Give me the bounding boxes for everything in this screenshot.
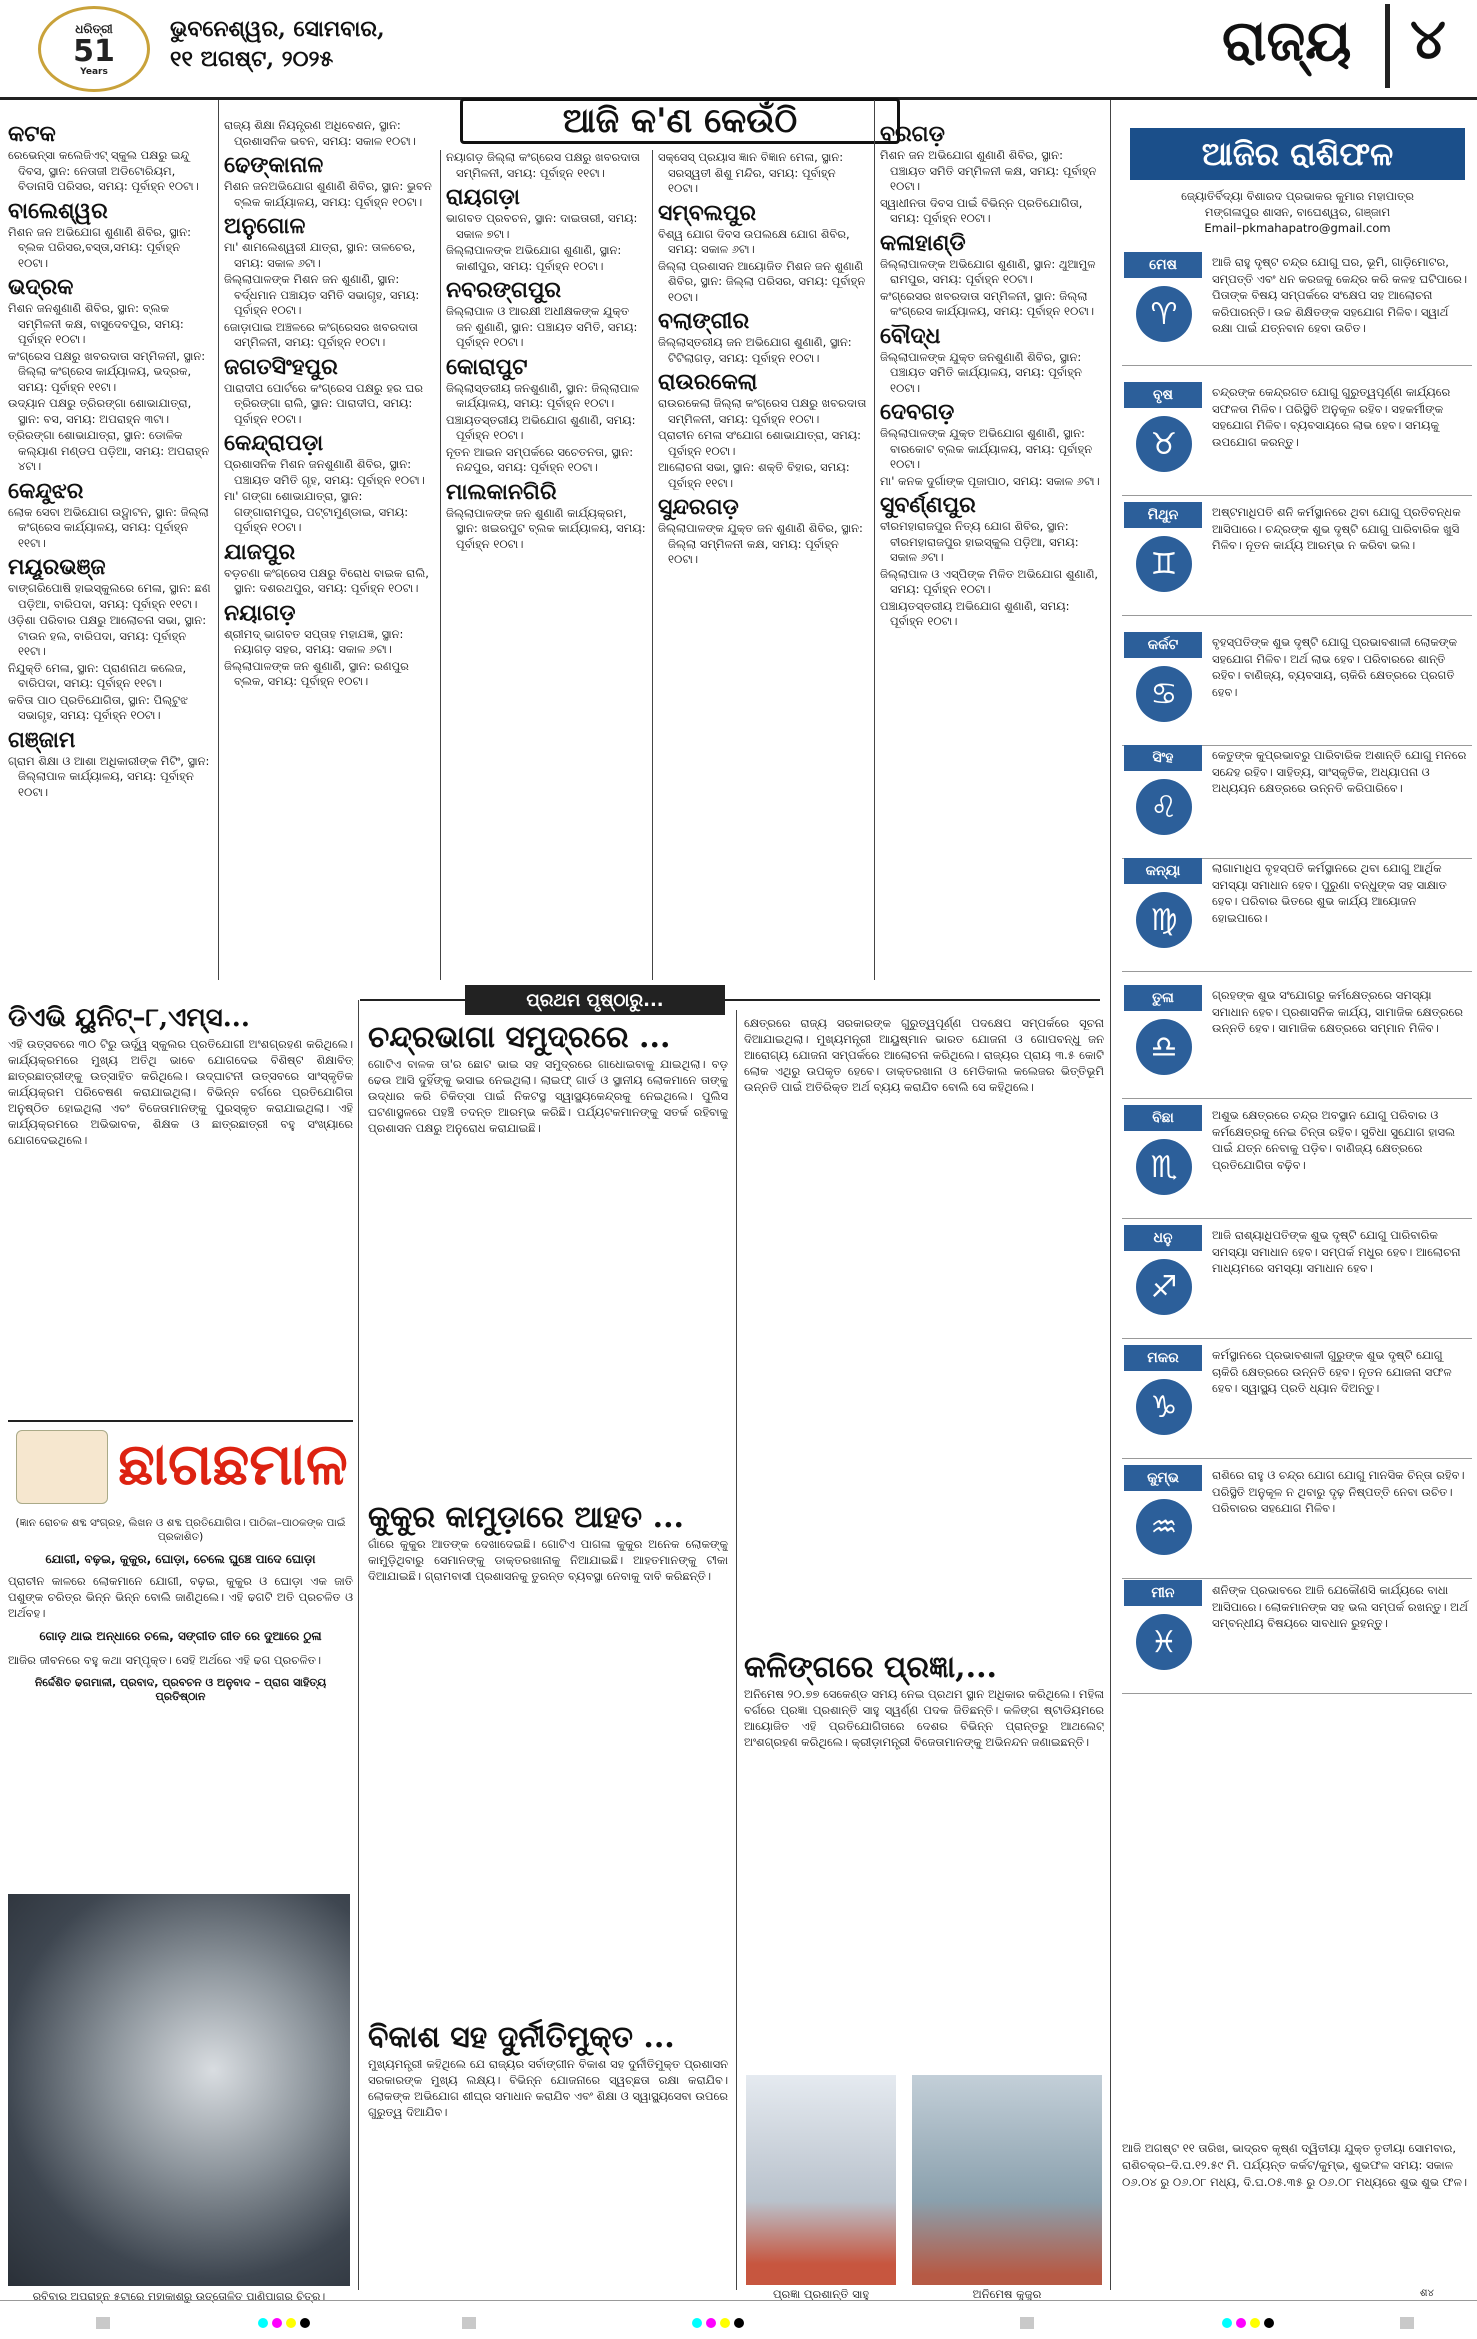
horoscope-sign <box>1122 632 1472 740</box>
event-item: ମିଶନ ଜନ ଅଭିଯୋଗ ଶୁଣାଣି ଶିବିର, ସ୍ଥାନ: ପଞ୍ଚାୟତ ସମିତି ସମ୍ମିଳନୀ କକ୍ଷ, ସମୟ: ପୂର୍ବାହ୍ନ ୧୦ଟା। <box>880 148 1097 193</box>
event-item: ଆଲୋଚନା ସଭା, ସ୍ଥାନ: ଶକ୍ତି ବିହାର, ସମୟ: ପୂର୍ବାହ୍ନ ୧୧ଟା। <box>658 460 850 490</box>
anniversary-badge <box>38 6 150 92</box>
event-item: ଜିଲ୍ଲାପାଳଙ୍କ ଯୁକ୍ତ ଜନଶୁଣାଣି ଶିବିର, ସ୍ଥାନ: ପଞ୍ଚାୟତ ସମିତି କାର୍ଯ୍ୟାଳୟ, ସମୟ: ପୂର୍ବାହ୍ନ ୧୦ଟା। <box>880 349 1082 395</box>
horoscope-sign <box>1122 1580 1472 1688</box>
sign-label: ମୀନ <box>1124 1580 1202 1606</box>
cmyk-yellow-dot <box>286 2318 296 2328</box>
dateline-date: ୧୧ ଅଗଷ୍ଟ, ୨୦୨୫ <box>170 46 334 72</box>
cmyk-magenta-dot <box>272 2318 282 2328</box>
panchang-text: ଆଜି ଅଗଷ୍ଟ ୧୧ ତାରିଖ, ଭାଦ୍ରବ କୃଷ୍ଣ ଦ୍ୱିତୀୟା ଯୁକ୍ତ ତୃତୀୟା ସୋମବାର, ରାଶିଚକ୍ର–ଦି.ଘ.୧୨.୫୯ ମି. ପର୍ଯ୍ୟନ୍ତ କର୍କଟ/କୁମ୍ଭ, ଶୁଭଫଳ ସମୟ: ସକାଳ ୦୬.୦୪ ରୁ ୦୬.୦୮ ମଧ୍ୟ, ଦି.ଘ.୦୫.୩୫ ରୁ ୦୬.୦୮ ମଧ୍ୟରେ ଶୁଭ ଶୁଭ ଫଳ। <box>1122 2141 1468 2189</box>
sign-label: ବିଛା <box>1124 1105 1202 1131</box>
event-item: ନୟାଗଡ଼ ଜିଲ୍ଲା କଂଗ୍ରେସ ପକ୍ଷରୁ ଖବରଦାତା ସମ୍ମିଳନୀ, ସମୟ: ପୂର୍ବାହ୍ନ ୧୧ଟା। <box>446 150 640 180</box>
event-item: ମିଶନ ଜନ ଅଭିଯୋଗ ଶୁଣାଣି ଶିବିର, ସ୍ଥାନ: ବ୍ଲକ ପରିସର,ବସ୍ତା,ସମୟ: ପୂର୍ବାହ୍ନ ୧୦ଟା। <box>8 224 191 270</box>
district-heading: ବଲାଙ୍ଗୀର <box>658 308 750 334</box>
sign-forecast: ଆଜି ରାଶ୍ୟାଧିପତିଙ୍କ ଶୁଭ ଦୃଷ୍ଟି ଯୋଗୁ ପାରିବାରିକ ସମସ୍ୟା ସମାଧାନ ହେବ। ସମ୍ପର୍କ ମଧୁର ହେବ। ଆଲୋଚନା ମାଧ୍ୟମରେ ସମସ୍ୟା ସମାଧାନ ହେବ। <box>1212 1228 1461 1275</box>
event-item: ଜିଲ୍ଲାପାଳଙ୍କ ଜନ ଶୁଣାଣି, ସ୍ଥାନ: ରଣପୁର ବ୍ଲକ, ସମୟ: ପୂର୍ବାହ୍ନ ୧୦ଟା। <box>224 658 409 688</box>
cmyk-magenta-dot <box>1236 2318 1246 2328</box>
proverb-box <box>8 1420 353 1890</box>
sign-forecast: ଶନିଙ୍କ ପ୍ରଭାବରେ ଆଜି ଯେକୌଣସି କାର୍ଯ୍ୟରେ ବାଧା ଆସିପାରେ। ଲୋକମାନଙ୍କ ସହ ଭଲ ସମ୍ପର୍କ ରଖନ୍ତୁ। ଅର୍ଥ ସମ୍ବନ୍ଧୀୟ ବିଷୟରେ ସାବଧାନ ରୁହନ୍ତୁ। <box>1212 1583 1468 1630</box>
district-heading: ବାଲେଶ୍ୱର <box>8 197 108 224</box>
sign-forecast: ଗ୍ରହଙ୍କ ଶୁଭ ସଂଯୋଗରୁ କର୍ମକ୍ଷେତ୍ରରେ ସମସ୍ୟା ସମାଧାନ ହେବ। ପ୍ରଶାସନିକ କାର୍ଯ୍ୟ, ସାମାଜିକ କ୍ଷେତ୍ରରେ ଉନ୍ନତି ହେବ। ସାମାଜିକ କ୍ଷେତ୍ରରେ ସମ୍ମାନ ମିଳିବ। <box>1212 988 1464 1035</box>
registration-mark <box>462 2317 476 2329</box>
page-marker: ଶ୪ <box>1420 2288 1434 2299</box>
district-heading: ବରଗଡ଼ <box>880 121 945 147</box>
zodiac-icon: ♋ <box>1136 666 1192 722</box>
event-item: ଜିଲ୍ଲାପାଳ ଓ ଏସ୍ପିଙ୍କ ମିଳିତ ଅଭିଯୋଗ ଶୁଣାଣି, ସମୟ: ପୂର୍ବାହ୍ନ ୧୦ଟା। <box>880 566 1099 596</box>
event-item: ଜିଲ୍ଲାପାଳ ଓ ଆରକ୍ଷୀ ଅଧୀକ୍ଷକଙ୍କ ଯୁକ୍ତ ଜନ ଶୁଣାଣି, ସ୍ଥାନ: ପଞ୍ଚାୟତ ସମିତି, ସମୟ: ପୂର୍ବାହ୍ନ ୧୦ଟା। <box>446 304 638 349</box>
event-item: ତ୍ରିରଙ୍ଗା ଶୋଭାଯାତ୍ରା, ସ୍ଥାନ: ଡୋଳିକ କଲ୍ୟାଣ ମଣ୍ଡପ ପଡ଼ିଆ, ସମୟ: ଅପରାହ୍ନ ୪ଟା। <box>8 428 210 473</box>
cmyk-black-dot <box>734 2318 744 2328</box>
story-headline: ଚନ୍ଦ୍ରଭାଗା ସମୁଦ୍ରରେ ... <box>368 1020 671 1055</box>
cartoon-faces-illustration <box>16 1430 108 1504</box>
district-heading: ମାଲକାନଗିରି <box>446 478 557 505</box>
sign-forecast: କେତୁଙ୍କ କୁପ୍ରଭାବରୁ ପାରିବାରିକ ଅଶାନ୍ତି ଯୋଗୁ ମନରେ ସନ୍ଦେହ ରହିବ। ସାହିତ୍ୟ, ସାଂସ୍କୃତିକ, ଅଧ୍ୟାପନା ଓ ଅଧ୍ୟୟନ କ୍ଷେତ୍ରରେ ଉନ୍ନତି କରିପାରିବେ। <box>1212 748 1467 795</box>
event-item: ବାଙ୍ଗରିପୋଷି ହାଇସ୍କୁଲରେ ମେଳା, ସ୍ଥାନ: ଛଣ ପଡ଼ିଆ, ବାରିପଦା, ସମୟ: ପୂର୍ବାହ୍ନ ୧୧ଟା। <box>8 581 211 611</box>
cmyk-cyan-dot <box>258 2318 268 2328</box>
sign-divider <box>1122 1098 1472 1099</box>
zodiac-icon: ♎ <box>1136 1019 1192 1075</box>
badge-years: Years <box>80 66 108 77</box>
sign-label: କନ୍ୟା <box>1124 858 1202 884</box>
dateline-city-day: ଭୁବନେଶ୍ୱର, ସୋମବାର, <box>170 16 385 42</box>
event-item: ଉଦ୍ୟାନ ପକ୍ଷରୁ ତ୍ରିରଙ୍ଗା ଶୋଭାଯାତ୍ରା, ସ୍ଥାନ: ବସ, ସମୟ: ଅପରାହ୍ନ ୩ଟା। <box>8 396 192 426</box>
front-page-continued-label: ପ୍ରଥମ ପୃଷ୍ଠାରୁ... <box>465 985 725 1015</box>
event-item: ପଞ୍ଚାୟତସ୍ତରୀୟ ଅଭିଯୋଗ ଶୁଣାଣି, ସମୟ: ପୂର୍ବାହ୍ନ ୧୦ଟା। <box>446 412 636 442</box>
events-banner: ଆଜି କ'ଣ କେଉଁଠି <box>460 98 900 144</box>
zodiac-icon: ♍ <box>1136 892 1192 948</box>
event-item: ଲୋକ ସେବା ଅଭିଯୋଗ ଉଦ୍ଘାଟନ, ସ୍ଥାନ: ଜିଲ୍ଲା କଂଗ୍ରେସ କାର୍ଯ୍ୟାଳୟ, ସମୟ: ପୂର୍ବାହ୍ନ ୧୧ଟା। <box>8 504 209 550</box>
district-heading: ସୁବର୍ଣ୍ଣପୁର <box>880 492 976 518</box>
photo-caption-1: ପ୍ରଜ୍ଞା ପ୍ରଶାନ୍ତି ସାହୁ <box>772 2287 870 2301</box>
sign-divider <box>1122 1338 1472 1339</box>
story-dav-unit <box>8 1000 353 1396</box>
story-body: ଏହି ଉତ୍ସବରେ ୩୦ ଟିରୁ ଊର୍ଦ୍ଧ୍ୱ ସ୍କୁଲର ପ୍ରତିଯୋଗୀ ଅଂଶଗ୍ରହଣ କରିଥିଲେ। କାର୍ଯ୍ୟକ୍ରମରେ ମୁଖ୍ୟ ଅତିଥି ଭାବେ ଯୋଗଦେଇ ବିଶିଷ୍ଟ ଶିକ୍ଷାବିତ୍ ଛାତ୍ରଛାତ୍ରୀଙ୍କୁ ଉତ୍ସାହିତ କରିଥିଲେ। ଉଦ୍‌ଘାଟନୀ ଉତ୍ସବରେ ସାଂସ୍କୃତିକ କାର୍ଯ୍ୟକ୍ରମ ପରିବେଷଣ କରାଯାଇଥିଲା। ବିଭିନ୍ନ ବର୍ଗରେ ପ୍ରତିଯୋଗିତା ଅନୁଷ୍ଠିତ ହୋଇଥିଲା ଏବଂ ବିଜେତାମାନଙ୍କୁ ପୁରସ୍କୃତ କରାଯାଇଥିଲା। ଏହି କାର୍ଯ୍ୟକ୍ରମରେ ଅଭିଭାବକ, ଶିକ୍ଷକ ଓ ଛାତ୍ରଛାତ୍ରୀ ବହୁ ସଂଖ୍ୟାରେ ଯୋଗଦେଇଥିଲେ। <box>8 1037 353 1147</box>
event-item: ପାରାଦୀପ ପୋର୍ଟରେ କଂଗ୍ରେସ ପକ୍ଷରୁ ହର ଘର ତ୍ରିରଙ୍ଗା ରାଲି, ସ୍ଥାନ: ପାରାଦୀପ, ସମୟ: ପୂର୍ବାହ୍ନ ୧୦ଟା। <box>224 380 424 426</box>
event-item: ମା' କନକ ଦୁର୍ଗାଙ୍କ ପୂଜାପାଠ, ସମୟ: ସକାଳ ୬ଟା। <box>880 473 1100 488</box>
sign-divider <box>1122 1693 1472 1694</box>
district-heading: ଦେବଗଡ଼ <box>880 399 955 425</box>
sign-divider <box>1122 495 1472 496</box>
event-item: ଓଡ଼ିଶା ପରିବାର ପକ୍ଷରୁ ଆଲୋଚନା ସଭା, ସ୍ଥାନ: ଟାଉନ ହଲ, ବାରିପଦା, ସମୟ: ପୂର୍ବାହ୍ନ ୧୧ଟା। <box>8 613 207 658</box>
horoscope-sign <box>1122 745 1472 853</box>
header-divider <box>1385 4 1390 88</box>
district-heading: ମୟୂରଭଞ୍ଜ <box>8 554 106 580</box>
story-chandrabhaga <box>368 1020 728 1496</box>
sign-forecast: କର୍ମସ୍ଥାନରେ ପ୍ରଭାବଶାଳୀ ଗୁରୁଙ୍କ ଶୁଭ ଦୃଷ୍ଟି ଯୋଗୁ ଚାକିରି କ୍ଷେତ୍ରରେ ଉନ୍ନତି ହେବ। ନୂତନ ଯୋଜନା ସଫଳ ହେବ। ସ୍ୱାସ୍ଥ୍ୟ ପ୍ରତି ଧ୍ୟାନ ଦିଅନ୍ତୁ। <box>1212 1348 1452 1395</box>
events-column-3 <box>446 150 646 988</box>
district-heading: ରାୟଗଡ଼ା <box>446 184 520 210</box>
sign-divider <box>1122 1578 1472 1579</box>
event-item: ରାଉରକେଲା ଜିଲ୍ଲା କଂଗ୍ରେସ ପକ୍ଷରୁ ଖବରଦାତା ସମ୍ମିଳନୀ, ସମୟ: ପୂର୍ବାହ୍ନ ୧୦ଟା। <box>658 396 867 426</box>
proverb-header <box>8 1422 353 1514</box>
district-heading: କେନ୍ଦ୍ରାପଡ଼ା <box>224 430 324 456</box>
horoscope-email: Email–pkmahapatro@gmail.com <box>1204 221 1391 235</box>
event-item: ପ୍ରାଚୀନ ମେଳା ସଂଯୋଗ ଶୋଭାଯାତ୍ରା, ସମୟ: ପୂର୍ବାହ୍ନ ୧୦ଟା। <box>658 428 862 458</box>
badge-text: ଧରିତ୍ରୀ <box>75 21 113 36</box>
zodiac-icon: ♌ <box>1136 779 1192 835</box>
event-item: ଗ୍ରାମ ଶିକ୍ଷା ଓ ଆଶା ଅଧିକାରୀଙ୍କ ମିଟିଂ, ସ୍ଥାନ: ଜିଲ୍ଲାପାଳ କାର୍ଯ୍ୟାଳୟ, ସମୟ: ପୂର୍ବାହ୍ନ ୧୦ଟା। <box>8 753 210 799</box>
story-body: ମୁଖ୍ୟମନ୍ତ୍ରୀ କହିଥିଲେ ଯେ ରାଜ୍ୟର ସର୍ବାଙ୍ଗୀନ ବିକାଶ ସହ ଦୁର୍ନୀତିମୁକ୍ତ ପ୍ରଶାସନ ସରକାରଙ୍କ ମୁଖ୍ୟ ଲକ୍ଷ୍ୟ। ବିଭିନ୍ନ ଯୋଜନାରେ ସ୍ୱଚ୍ଛତା ରକ୍ଷା କରାଯିବ। ଲୋକଙ୍କ ଅଭିଯୋଗ ଶୀଘ୍ର ସମାଧାନ କରାଯିବ ଏବଂ ଶିକ୍ଷା ଓ ସ୍ୱାସ୍ଥ୍ୟସେବା ଉପରେ ଗୁରୁତ୍ୱ ଦିଆଯିବ। <box>368 2057 728 2119</box>
zodiac-icon: ♊ <box>1136 536 1192 592</box>
sign-label: ତୁଳା <box>1124 985 1202 1011</box>
sign-divider <box>1122 971 1472 972</box>
cmyk-magenta-dot <box>706 2318 716 2328</box>
cmyk-black-dot <box>300 2318 310 2328</box>
zodiac-icon: ♒ <box>1136 1499 1192 1555</box>
sign-label: ମେଷ <box>1124 252 1202 278</box>
zodiac-icon: ♐ <box>1136 1259 1192 1315</box>
horoscope-address: ମଙ୍ଗଳାପୁର ଶାସନ, ବାଘେଶ୍ୱର, ଗଞ୍ଜାମ <box>1204 205 1391 219</box>
zodiac-icon: ♉ <box>1136 416 1192 472</box>
event-item: ମା' ଶାମଲେଶ୍ୱରୀ ଯାତ୍ରା, ସ୍ଥାନ: ତାଳଚେର, ସମୟ: ସକାଳ ୬ଟା। <box>224 240 416 270</box>
sign-divider <box>1122 615 1472 616</box>
event-item: ଜିଲ୍ଲାପାଳଙ୍କ ଯୁକ୍ତ ଅଭିଯୋଗ ଶୁଣାଣି, ସ୍ଥାନ: ବାରକୋଟ ବ୍ଲକ କାର୍ଯ୍ୟାଳୟ, ସମୟ: ପୂର୍ବାହ୍ନ ୧୦ଟା। <box>880 426 1093 471</box>
event-item: ବଡ଼ଚଣା କଂଗ୍ରେସ ପକ୍ଷରୁ ବିରୋଧ ବାଇକ ରାଲି, ସ୍ଥାନ: ଦଶରଥପୁର, ସମୟ: ପୂର୍ବାହ୍ନ ୧୦ଟା। <box>224 565 429 595</box>
registration-mark <box>1400 2317 1414 2329</box>
event-item: କଂଗ୍ରେସର ଖବରଦାତା ସମ୍ମିଳନୀ, ସ୍ଥାନ: ଜିଲ୍ଲା କଂଗ୍ରେସ କାର୍ଯ୍ୟାଳୟ, ସମୟ: ପୂର୍ବାହ୍ନ ୧୦ଟା। <box>880 288 1095 318</box>
sign-label: କର୍କଟ <box>1124 632 1202 658</box>
athlete-photo-animesh <box>912 2075 1102 2285</box>
zodiac-icon: ♑ <box>1136 1379 1192 1435</box>
proverb-subtitle: (ଜ୍ଞାନ ରୋଚକ ଶବ୍ଦ ସଂଗ୍ରହ, ଲିଖନ ଓ ଶବ୍ଦ ପ୍ରତିଯୋଗିତା। ପାଠିକା–ପାଠକଙ୍କ ପାଇଁ ପ୍ରକାଶିତ) <box>15 1517 346 1543</box>
district-heading: ନବରଙ୍ଗପୁର <box>446 277 562 303</box>
proverb-body: ପ୍ରାଚୀନ କାଳରେ ଲୋକମାନେ ଯୋଗୀ, ବଢ଼ଇ, କୁକୁର ଓ ଘୋଡ଼ା ଏକ ଜାତି ପଶୁଙ୍କ ଚରିତ୍ର ଭିନ୍ନ ଭିନ୍ନ ବୋଲି ଜାଣିଥିଲେ। ଏହି ଢଗଟି ଅତି ପ୍ରଚଳିତ ଓ ଅର୍ଥବହ। <box>8 1574 353 1620</box>
cmyk-cyan-dot <box>692 2318 702 2328</box>
sign-forecast: ଆଜି ରାହୁ ଦୃଷ୍ଟ ଚନ୍ଦ୍ର ଯୋଗୁ ଘର, ଭୂମି, ଗାଡ଼ିମୋଟର, ସମ୍ପତ୍ତି ଏବଂ ଧନ କରଜକୁ କେନ୍ଦ୍ର କରି କଳହ ଘଟିପାରେ। ପିତାଙ୍କ ବିଷୟ ସମ୍ପର୍କରେ ସଂକ୍ଷେପ ସହ ଆଲୋଚନା କରିପାରନ୍ତି। ଉଚ୍ଚ ଶିକ୍ଷିତଙ୍କ ସହଯୋଗ ମିଳିବ। ସ୍ୱାର୍ଥ ରକ୍ଷା ପାଇଁ ଯତ୍ନବାନ ହେବା ଉଚିତ। <box>1212 255 1468 335</box>
sign-label: ସିଂହ <box>1124 745 1202 771</box>
column-rule <box>218 100 219 980</box>
story-health <box>744 1015 1104 1640</box>
event-item: ପଞ୍ଚାୟତସ୍ତରୀୟ ଅଭିଯୋଗ ଶୁଣାଣି, ସମୟ: ପୂର୍ବାହ୍ନ ୧୦ଟା। <box>880 598 1070 628</box>
event-item: ରେଭେନ୍ସା କଲେଜିଏଟ୍ ସ୍କୁଲ ପକ୍ଷରୁ ଇନ୍ଦୁ ଦିବସ, ସ୍ଥାନ: ନେତାଜୀ ଅଡିଟୋରିୟମ, ବିଡାନାସି ପରିସର, ସମୟ: ପୂର୍ବାହ୍ନ ୧୦ଟା। <box>8 148 199 193</box>
event-item: ବୀରମହାରାଜପୁର ନିତ୍ୟ ଯୋଗ ଶିବିର, ସ୍ଥାନ: ବୀରମହାରାଜପୁର ହାଇସ୍କୁଲ ପଡ଼ିଆ, ସମୟ: ସକାଳ ୬ଟା। <box>880 519 1079 564</box>
event-item: ରାଜ୍ୟ ଶିକ୍ଷା ନିୟନ୍ତ୍ରଣ ଅଧିବେଶନ, ସ୍ଥାନ: ପ୍ରଶାସନିକ ଭବନ, ସମୟ: ସକାଳ ୧୦ଟା। <box>224 118 416 148</box>
horoscope-sign <box>1122 1225 1472 1333</box>
events-column-2 <box>224 118 434 988</box>
event-item: ଜିଲ୍ଲାପାଳଙ୍କ ମିଶନ ଜନ ଶୁଣାଣି, ସ୍ଥାନ: ବର୍ଦ୍ଧମାନ ପଞ୍ଚାୟତ ସମିତି ସଭାଗୃହ, ସମୟ: ପୂର୍ବାହ୍ନ ୧୦ଟା। <box>224 272 420 317</box>
district-heading: ଗଞ୍ଜାମ <box>8 726 76 753</box>
photo-caption-2: ଅନିମେଷ କୁଜୁର <box>972 2287 1042 2301</box>
event-item: ଶ୍ରୀମଦ୍ ଭାଗବତ ସପ୍ତାହ ମହାଯଜ୍ଞ, ସ୍ଥାନ: ନୟାଗଡ଼ ସହର, ସମୟ: ସକାଳ ୬ଟା। <box>224 626 404 656</box>
dateline <box>170 14 385 74</box>
column-rule <box>652 150 653 980</box>
event-item: ସ୍ୱାଧୀନତା ଦିବସ ପାଇଁ ବିଭିନ୍ନ ପ୍ରତିଯୋଗିତା, ସମୟ: ପୂର୍ବାହ୍ନ ୧୦ଟା। <box>880 195 1083 225</box>
section-title: ରାଜ୍ୟ <box>1222 8 1352 74</box>
sign-forecast: ଚନ୍ଦ୍ରଙ୍କ କେନ୍ଦ୍ରଗତ ଯୋଗୁ ଗୁରୁତ୍ୱପୂର୍ଣ୍ଣ କାର୍ଯ୍ୟରେ ସଫଳତା ମିଳିବ। ପରିସ୍ଥିତି ଅନୁକୂଳ ରହିବ। ସହକର୍ମୀଙ୍କ ସହଯୋଗ ମିଳିବ। ବ୍ୟବସାୟରେ ଲାଭ ହେବ। ସମୟକୁ ଉପଯୋଗ କରନ୍ତୁ। <box>1212 385 1451 449</box>
story-body: ଗାଁରେ କୁକୁର ଆତଙ୍କ ଦେଖାଦେଇଛି। ଗୋଟିଏ ପାଗଳା କୁକୁର ଅନେକ ଲୋକଙ୍କୁ କାମୁଡ଼ିଥିବାରୁ ସେମାନଙ୍କୁ ଡାକ୍ତରଖାନାକୁ ନିଆଯାଇଛି। ଆହତମାନଙ୍କୁ ଟୀକା ଦିଆଯାଇଛି। ଗ୍ରାମବାସୀ ପ୍ରଶାସନକୁ ତୁରନ୍ତ ବ୍ୟବସ୍ଥା ନେବାକୁ ଦାବି କରିଛନ୍ତି। <box>368 1537 728 1583</box>
badge-number: 51 <box>73 33 115 69</box>
satellite-weather-image <box>8 1894 350 2286</box>
event-item: ଜିଲ୍ଲାସ୍ତରୀୟ ଜନଶୁଣାଣି, ସ୍ଥାନ: ଜିଲ୍ଲାପାଳ କାର୍ଯ୍ୟାଳୟ, ସମୟ: ପୂର୍ବାହ୍ନ ୧୦ଟା। <box>446 380 640 410</box>
horoscope-sign <box>1122 985 1472 1093</box>
horoscope-sign <box>1122 1105 1472 1213</box>
story-body: ଗୋଟିଏ ବାଳକ ତା'ର ଛୋଟ ଭାଇ ସହ ସମୁଦ୍ରରେ ଗାଧୋଇବାକୁ ଯାଇଥିଲା। ବଡ଼ ଢେଉ ଆସି ଦୁହିଁଙ୍କୁ ଭସାଇ ନେଇଥିଲା। ଲାଇଫ୍ ଗାର୍ଡ ଓ ସ୍ଥାନୀୟ ଲୋକମାନେ ତାଙ୍କୁ ଉଦ୍ଧାର କରି ଚିକିତ୍ସା ପାଇଁ ନିକଟସ୍ଥ ସ୍ୱାସ୍ଥ୍ୟକେନ୍ଦ୍ରକୁ ନେଇଥିଲେ। ପୁଲିସ ଘଟଣାସ୍ଥଳରେ ପହଞ୍ଚି ତଦନ୍ତ ଆରମ୍ଭ କରିଛି। ପର୍ଯ୍ୟଟକମାନଙ୍କୁ ସତର୍କ ରହିବାକୁ ପ୍ରଶାସନ ପକ୍ଷରୁ ଅନୁରୋଧ କରାଯାଇଛି। <box>368 1057 728 1135</box>
proverb-title: ଛାଗଛମାଳ <box>118 1430 348 1498</box>
sign-label: ଧନୁ <box>1124 1225 1202 1251</box>
horoscope-title: ଆଜିର ରାଶିଫଳ <box>1130 128 1465 180</box>
event-item: ମିଶନ ଜନଅଭିଯୋଗ ଶୁଣାଣି ଶିବିର, ସ୍ଥାନ: ଭୁବନ ବ୍ଲକ କାର୍ଯ୍ୟାଳୟ, ସମୟ: ପୂର୍ବାହ୍ନ ୧୦ଟା। <box>224 179 432 209</box>
column-rule <box>358 1000 359 2290</box>
event-item: କବିତା ପାଠ ପ୍ରତିଯୋଗିତା, ସ୍ଥାନ: ପିଲ୍ଟୁଝ ସଭାଗୃହ, ସମୟ: ପୂର୍ବାହ୍ନ ୧୦ଟା। <box>8 692 188 722</box>
horoscope-sign <box>1122 858 1472 966</box>
cmyk-cyan-dot <box>1222 2318 1232 2328</box>
event-item: ସକ୍ସେସ୍ ପ୍ରୟାସ ଜ୍ଞାନ ବିଜ୍ଞାନ ମେଳା, ସ୍ଥାନ: ସରସ୍ୱତୀ ଶିଶୁ ମନ୍ଦିର, ସମୟ: ପୂର୍ବାହ୍ନ ୧୦ଟା। <box>658 150 844 195</box>
district-heading: ଅନୁଗୋଳ <box>224 213 306 239</box>
district-heading: ସମ୍ବଲପୁର <box>658 199 757 226</box>
cmyk-yellow-dot <box>1250 2318 1260 2328</box>
sign-forecast: ରାଶିରେ ରାହୁ ଓ ଚନ୍ଦ୍ର ଯୋଗ ଯୋଗୁ ମାନସିକ ଚିନ୍ତା ରହିବ। ପରିସ୍ଥିତି ଅନୁକୂଳ ନ ଥିବାରୁ ଦୃଢ଼ ନିଷ୍ପତ୍ତି ନେବା ଉଚିତ। ପରିବାରର ସହଯୋଗ ମିଳିବ। <box>1212 1468 1465 1515</box>
registration-mark <box>96 2317 110 2329</box>
event-item: ପ୍ରଶାସନିକ ମିଶନ ଜନଶୁଣାଣି ଶିବିର, ସ୍ଥାନ: ପଞ୍ଚାୟତ ସମିତି ଗୃହ, ସମୟ: ପୂର୍ବାହ୍ନ ୧୦ଟା। <box>224 457 425 487</box>
events-column-1 <box>8 118 213 988</box>
sign-divider <box>1122 1218 1472 1219</box>
proverb-heading: ଯୋଗୀ, ବଢ଼ଇ, କୁକୁର, ଘୋଡ଼ା, ଚେଲେ ଘୁଞ୍ଚେ ପାଦେ ଘୋଡ଼ା <box>45 1552 316 1566</box>
horoscope-sign <box>1122 1345 1472 1453</box>
district-heading: ଯାଜପୁର <box>224 538 296 565</box>
story-body: ଅନିମେଷ ୨୦.୭୭ ସେକେଣ୍ଡ ସମୟ ନେଇ ପ୍ରଥମ ସ୍ଥାନ ଅଧିକାର କରିଥିଲେ। ମହିଳା ବର୍ଗରେ ପ୍ରଜ୍ଞା ପ୍ରଶାନ୍ତି ସାହୁ ସ୍ୱର୍ଣ୍ଣ ପଦକ ଜିତିଛନ୍ତି। କଳିଙ୍ଗ ଷ୍ଟାଡିୟମରେ ଆୟୋଜିତ ଏହି ପ୍ରତିଯୋଗିତାରେ ଦେଶର ବିଭିନ୍ନ ପ୍ରାନ୍ତରୁ ଆଥଲେଟ୍ ଅଂଶଗ୍ରହଣ କରିଥିଲେ। କ୍ରୀଡ଼ାମନ୍ତ୍ରୀ ବିଜେତାମାନଙ୍କୁ ଅଭିନନ୍ଦନ ଜଣାଇଛନ୍ତି। <box>744 1687 1104 1749</box>
sign-forecast: ଲାଗାମାଧିପ ବୃହସ୍ପତି କର୍ମସ୍ଥାନରେ ଥିବା ଯୋଗୁ ଆର୍ଥିକ ସମସ୍ୟା ସମାଧାନ ହେବ। ପୁରୁଣା ବନ୍ଧୁଙ୍କ ସହ ସାକ୍ଷାତ ହେବ। ପରିବାର ଭିତରେ ଶୁଭ କାର୍ଯ୍ୟ ଆୟୋଜନ ହୋଇପାରେ। <box>1212 861 1447 925</box>
sign-divider <box>1122 365 1472 366</box>
event-item: ବିଶ୍ୱ ଯୋଗ ଦିବସ ଉପଲକ୍ଷେ ଯୋଗ ଶିବିର, ସମୟ: ସକାଳ ୬ଟା। <box>658 226 850 256</box>
event-item: ଜିଲ୍ଲାପାଳଙ୍କ ଅଭିଯୋଗ ଶୁଣାଣି, ସ୍ଥାନ: ଥୁଆମୁଳ ରାମପୁର, ସମୟ: ପୂର୍ବାହ୍ନ ୧୦ଟା। <box>880 256 1096 286</box>
district-heading: ଭଦ୍ରକ <box>8 274 74 300</box>
proverb-credit: ନିର୍ଦ୍ଦେଶିତ ଢଗମାଳୀ, ପ୍ରବାଦ, ପ୍ରବଚନ ଓ ଅନୁବାଦ – ପ୍ରାଗ ସାହିତ୍ୟ ପ୍ରତିଷ୍ଠାନ <box>34 1676 327 1703</box>
event-item: ଜୋଡ଼ାପାଇ ଅଞ୍ଚଳରେ କଂଗ୍ରେସର ଖବରଦାତା ସମ୍ମିଳନୀ, ସମୟ: ପୂର୍ବାହ୍ନ ୧୦ଟା। <box>224 319 418 349</box>
satellite-caption: ରବିବାର ଅପରାହ୍ନ ୫ଟାରେ ମହାକାଶରୁ ଉତ୍ତୋଳିତ ପାଣିପାଗର ଚିତ୍ର। <box>32 2290 326 2303</box>
horoscope-sign <box>1122 502 1472 610</box>
story-kalinga <box>744 1650 1104 2056</box>
horoscope-sign <box>1122 252 1472 360</box>
district-heading: ନୟାଗଡ଼ <box>224 599 296 626</box>
column-rule <box>440 150 441 980</box>
story-headline: ବିକାଶ ସହ ଦୁର୍ନୀତିମୁକ୍ତ ... <box>368 2020 675 2055</box>
event-item: ଜିଲ୍ଲାପାଳଙ୍କ ଜନ ଶୁଣାଣି କାର୍ଯ୍ୟକ୍ରମ, ସ୍ଥାନ: ଖଇରପୁଟ ବ୍ଲକ କାର୍ଯ୍ୟାଳୟ, ସମୟ: ପୂର୍ବାହ୍ନ ୧୦ଟା। <box>446 505 646 551</box>
story-dog-bite <box>368 1500 728 2036</box>
sign-label: ବୃଷ <box>1124 382 1202 408</box>
zodiac-icon: ♈ <box>1136 286 1192 342</box>
story-headline: କୁକୁର କାମୁଡ଼ାରେ ଆହତ ... <box>368 1500 684 1535</box>
event-item: ମା' ଗଙ୍ଗା ଶୋଭାଯାତ୍ରା, ସ୍ଥାନ: ଗଙ୍ଗାରାମପୁର, ପଟ୍ଟାମୁଣ୍ଡାଇ, ସମୟ: ପୂର୍ବାହ୍ନ ୧୦ଟା। <box>224 489 409 534</box>
district-heading: ବୌଦ୍ଧ <box>880 322 941 349</box>
district-heading: ସୁନ୍ଦରଗଡ଼ <box>658 494 739 520</box>
sign-label: ମିଥୁନ <box>1124 502 1202 528</box>
story-body: କ୍ଷେତ୍ରରେ ରାଜ୍ୟ ସରକାରଙ୍କ ଗୁରୁତ୍ୱପୂର୍ଣ୍ଣ ପଦକ୍ଷେପ ସମ୍ପର୍କରେ ସୂଚନା ଦିଆଯାଇଥିଲା। ମୁଖ୍ୟମନ୍ତ୍ରୀ ଆୟୁଷ୍ମାନ ଭାରତ ଯୋଜନା ଓ ଗୋପବନ୍ଧୁ ଜନ ଆରୋଗ୍ୟ ଯୋଜନା ସମ୍ପର୍କରେ ଆଲୋଚନା କରିଥିଲେ। ରାଜ୍ୟର ପ୍ରାୟ ୩.୫ କୋଟି ଲୋକ ଏଥିରୁ ଉପକୃତ ହେବେ। ଡାକ୍ତରଖାନା ଓ ମେଡିକାଲ କଲେଜର ଭିତ୍ତିଭୂମି ଉନ୍ନତି ପାଇଁ ଅତିରିକ୍ତ ଅର୍ଥ ବ୍ୟୟ କରାଯିବ ବୋଲି ସେ କହିଥିଲେ। <box>744 1016 1104 1094</box>
event-item: ମିଶନ ଜନଶୁଣାଣି ଶିବିର, ସ୍ଥାନ: ବ୍ଲକ ସମ୍ମିଳନୀ କକ୍ଷ, ବାସୁଦେବପୁର, ସମୟ: ପୂର୍ବାହ୍ନ ୧୦ଟା। <box>8 301 184 346</box>
district-heading: କଟକ <box>8 121 56 147</box>
events-column-4 <box>658 150 868 988</box>
sign-forecast: ଅଶୁଭ କ୍ଷେତ୍ରରେ ଚନ୍ଦ୍ର ଅବସ୍ଥାନ ଯୋଗୁ ପରିବାର ଓ କର୍ମକ୍ଷେତ୍ରକୁ ନେଇ ଚିନ୍ତା ରହିବ। ସୁବିଧା ସୁଯୋଗ ହାସଲ ପାଇଁ ଯତ୍ନ ନେବାକୁ ପଡ଼ିବ। ବାଣିଜ୍ୟ କ୍ଷେତ୍ରରେ ପ୍ରତିଯୋଗିତା ବଢ଼ିବ। <box>1212 1108 1456 1172</box>
horoscope-sign <box>1122 1465 1472 1573</box>
masthead <box>0 0 1477 100</box>
event-item: ନୂତନ ଆଇନ ସମ୍ପର୍କରେ ସଚେତନତା, ସ୍ଥାନ: ନନ୍ଦପୁର, ସମୟ: ପୂର୍ବାହ୍ନ ୧୦ଟା। <box>446 444 634 474</box>
page-number: ୪ <box>1410 6 1446 72</box>
events-column-5 <box>880 118 1100 988</box>
athlete-photo-pragyan <box>746 2075 896 2285</box>
district-heading: ରାଉରକେଲା <box>658 369 758 395</box>
event-item: ଭାଗବତ ପ୍ରବଚନ, ସ୍ଥାନ: ଦାଇତାରୀ, ସମୟ: ସକାଳ ୭ଟା। <box>446 211 638 241</box>
event-item: ଜିଲ୍ଲାପାଳଙ୍କ ଯୁକ୍ତ ଜନ ଶୁଣାଣି ଶିବିର, ସ୍ଥାନ: ଜିଲ୍ଲା ସମ୍ମିଳନୀ କକ୍ଷ, ସମୟ: ପୂର୍ବାହ୍ନ ୧୦ଟା। <box>658 521 863 566</box>
district-heading: କୋରାପୁଟ <box>446 353 528 380</box>
event-item: ନିଯୁକ୍ତି ମେଳା, ସ୍ଥାନ: ପ୍ରାଣନାଥ କଲେଜ, ବାରିପଦା, ସମୟ: ପୂର୍ବାହ୍ନ ୧୧ଟା। <box>8 660 187 690</box>
event-item: ଜିଲ୍ଲାସ୍ତରୀୟ ଜନ ଅଭିଯୋଗ ଶୁଣାଣି, ସ୍ଥାନ: ଟିଟିଲାଗଡ଼, ସମୟ: ପୂର୍ବାହ୍ନ ୧୦ଟା। <box>658 335 852 365</box>
event-item: କଂଗ୍ରେସ ପକ୍ଷରୁ ଖବରଦାତା ସମ୍ମିଳନୀ, ସ୍ଥାନ: ଜିଲ୍ଲା କଂଗ୍ରେସ କାର୍ଯ୍ୟାଳୟ, ଭଦ୍ରକ, ସମୟ: ପୂର୍ବାହ୍ନ ୧୧ଟା। <box>8 348 206 394</box>
column-rule <box>1110 100 1111 2290</box>
story-headline: କଳିଙ୍ଗରେ ପ୍ରଜ୍ଞା,... <box>744 1650 997 1685</box>
horoscope-sign <box>1122 382 1472 490</box>
district-heading: ଜଗତସିଂହପୁର <box>224 353 338 380</box>
story-development <box>368 2020 728 2281</box>
column-rule <box>874 100 875 980</box>
sign-forecast: ଅଷ୍ଟମାଧିପତି ଶନି କର୍ମସ୍ଥାନରେ ଥିବା ଯୋଗୁ ପ୍ରତିବନ୍ଧକ ଆସିପାରେ। ଚନ୍ଦ୍ରଙ୍କ ଶୁଭ ଦୃଷ୍ଟି ଯୋଗୁ ପାରିବାରିକ ଖୁସି ମିଳିବ। ନୂତନ କାର୍ଯ୍ୟ ଆରମ୍ଭ ନ କରିବା ଭଲ। <box>1212 505 1461 552</box>
district-heading: କଳାହାଣ୍ଡି <box>880 229 966 256</box>
zodiac-icon: ♏ <box>1136 1139 1192 1195</box>
proverb-body-2: ଆଜିର ଜୀବନରେ ବହୁ କଥା ସମ୍ପୃକ୍ତ। ସେହି ଅର୍ଥରେ ଏହି ଢଗ ପ୍ରଚଳିତ। <box>8 1653 322 1667</box>
zodiac-icon: ♓ <box>1136 1614 1192 1670</box>
district-heading: ଢେଙ୍କାନାଳ <box>224 152 324 178</box>
event-item: ଜିଲ୍ଲାପାଳଙ୍କ ଅଭିଯୋଗ ଶୁଣାଣି, ସ୍ଥାନ: କାଶୀପୁର, ସମୟ: ପୂର୍ବାହ୍ନ ୧୦ଟା। <box>446 243 622 273</box>
cmyk-yellow-dot <box>720 2318 730 2328</box>
event-item: ଜିଲ୍ଲା ପ୍ରଶାସନ ଆୟୋଜିତ ମିଶନ ଜନ ଶୁଣାଣି ଶିବିର, ସ୍ଥାନ: ଜିଲ୍ଲା ପରିସର, ସମୟ: ପୂର୍ବାହ୍ନ ୧୦ଟା। <box>658 258 866 304</box>
cmyk-black-dot <box>1264 2318 1274 2328</box>
sign-label: କୁମ୍ଭ <box>1124 1465 1202 1491</box>
registration-mark <box>1020 2317 1034 2329</box>
district-heading: କେନ୍ଦୁଝର <box>8 477 84 504</box>
sign-label: ମକର <box>1124 1345 1202 1371</box>
horoscope-author: ଜ୍ୟୋତିର୍ବିଦ୍ୟା ବିଶାରଦ ପ୍ରଭାକର କୁମାର ମହାପାତ୍ର <box>1181 189 1414 203</box>
sign-divider <box>1122 1458 1472 1459</box>
column-rule <box>736 1010 737 2290</box>
horoscope-byline <box>1120 188 1475 236</box>
story-headline: ଡିଏଭି ୟୁନିଟ୍–୮,ଏମ୍‌ସ... <box>8 1003 250 1033</box>
proverb-heading-2: ଗୋଡ଼ ଥାଇ ଅନ୍ଧାରେ ଚଲେ, ସଙ୍ଗୀତ ଗୀତ ରେ ଦୁଆରେ ଠୁଳା <box>39 1629 322 1643</box>
sign-forecast: ବୃହସ୍ପତିଙ୍କ ଶୁଭ ଦୃଷ୍ଟି ଯୋଗୁ ପ୍ରଭାବଶାଳୀ ଲୋକଙ୍କ ସହଯୋଗ ମିଳିବ। ଅର୍ଥ ଲାଭ ହେବ। ପରିବାରରେ ଶାନ୍ତି ରହିବ। ବାଣିଜ୍ୟ, ବ୍ୟବସାୟ, ଚାକିରି କ୍ଷେତ୍ରରେ ପ୍ରଗତି ହେବ। <box>1212 635 1457 699</box>
